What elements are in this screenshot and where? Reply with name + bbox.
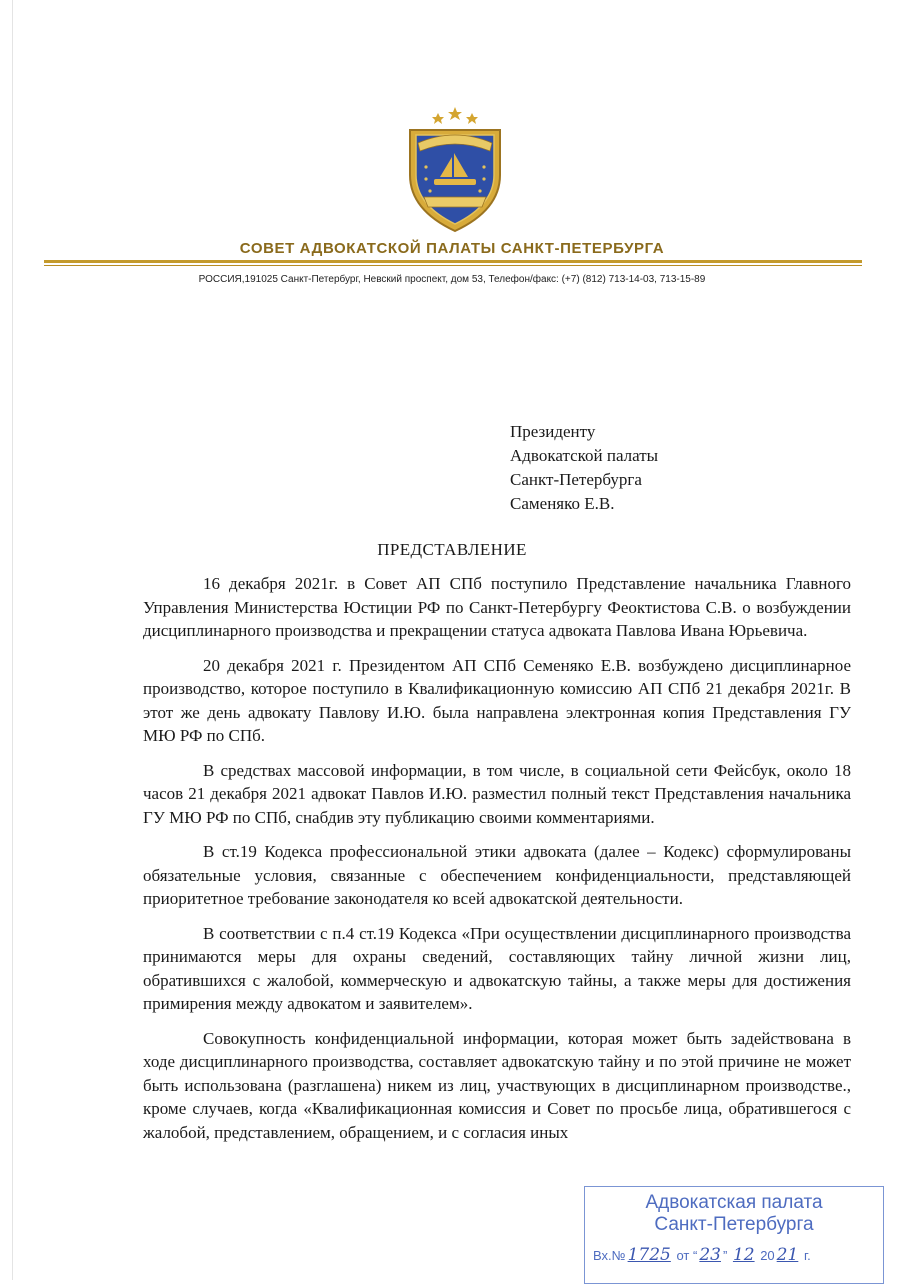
document-title: ПРЕДСТАВЛЕНИЕ [377, 540, 527, 559]
letterhead-address: РОССИЯ,191025 Санкт-Петербург, Невский проспект, дом 53, Телефон/факс: (+7) (812) 713-14-03, 713-15-89 [198, 274, 706, 285]
document-body [143, 572, 851, 1155]
stamp-reg-number: 1725 [627, 1245, 671, 1265]
stamp-year-label: г. [803, 1248, 811, 1263]
stamp-city-line: Санкт-Петербурга [654, 1214, 814, 1235]
body-paragraph: 16 декабря 2021г. в Совет АП СПб поступило Представление начальника Главного Управления Министерства Юстиции РФ по Санкт-Петербургу Феоктистова С.В. о возбуждении дисциплинарного производства и прекращении статуса адвоката Павлова Ивана Юрьевича. [143, 574, 851, 640]
stamp-month: 12 [732, 1245, 755, 1265]
stamp-year-suffix: 21 [776, 1245, 799, 1265]
incoming-registration-stamp [584, 1186, 884, 1284]
letterhead-org-name: СОВЕТ АДВОКАТСКОЙ ПАЛАТЫ САНКТ-ПЕТЕРБУРГА [239, 240, 665, 257]
stamp-day: 23 [699, 1245, 721, 1265]
page-fold-line [12, 0, 13, 1280]
addressee-line: Саменяко Е.В. [510, 494, 615, 513]
addressee-line: Президенту [510, 422, 596, 441]
stamp-from-label: от [676, 1248, 690, 1263]
body-paragraph: В ст.19 Кодекса профессиональной этики адвоката (далее – Кодекс) сформулированы обязательные условия, связанные с обеспечением конфиденциальности, представляющей приоритетное требование законодателя ко всей адвокатской деятельности. [143, 842, 851, 908]
stamp-year-prefix: 20 [760, 1248, 775, 1263]
letterhead-rule-thin [44, 265, 862, 266]
addressee-line: Адвокатской палаты [510, 446, 659, 465]
addressee-block [510, 420, 658, 516]
body-paragraph: 20 декабря 2021 г. Президентом АП СПб Семеняко Е.В. возбуждено дисциплинарное производство, которое поступило в Квалификационную комиссию АП СПб 21 декабря 2021г. В этот же день адвокату Павлову И.Ю. была направлена электронная копия Представления ГУ МЮ РФ по СПб. [143, 655, 851, 745]
body-paragraph: В соответствии с п.4 ст.19 Кодекса «При осуществлении дисциплинарного производства принимаются меры для охраны сведений, составляющих тайну личной жизни лиц, обратившихся с жалобой, коммерческую и адвокатскую тайны, а также меры для достижения примирения между адвокатом и заявителем». [143, 923, 851, 1013]
body-paragraph: В средствах массовой информации, в том числе, в социальной сети Фейсбук, около 18 часов 21 декабря 2021 адвокат Павлов И.Ю. разместил полный текст Представления начальника ГУ МЮ РФ по СПб, снабдив эту публикацию своими комментариями. [143, 760, 851, 827]
stamp-reg-prefix: Вх.№ [593, 1248, 626, 1263]
letterhead-rule [44, 260, 862, 263]
addressee-line: Санкт-Петербурга [510, 470, 642, 489]
stamp-org-line: Адвокатская палата [645, 1192, 823, 1213]
body-paragraph: Совокупность конфиденциальной информации, которая может быть задействована в ходе дисциплинарного производства, составляет адвокатскую тайну и по этой причине не может быть использована (разглашена) никем из лиц, участвующих в дисциплинарном производстве., кроме случаев, когда «Квалификационная комиссия и Совет по просьбе лица, обратившегося с жалобой, представлением, обращением, и с согласия иных [143, 1028, 851, 1142]
stamp-registration-line: Вх.№ 1725 от “ 23 ” 12 20 21 г. [593, 1245, 811, 1265]
bar-association-emblem-icon [400, 105, 510, 235]
